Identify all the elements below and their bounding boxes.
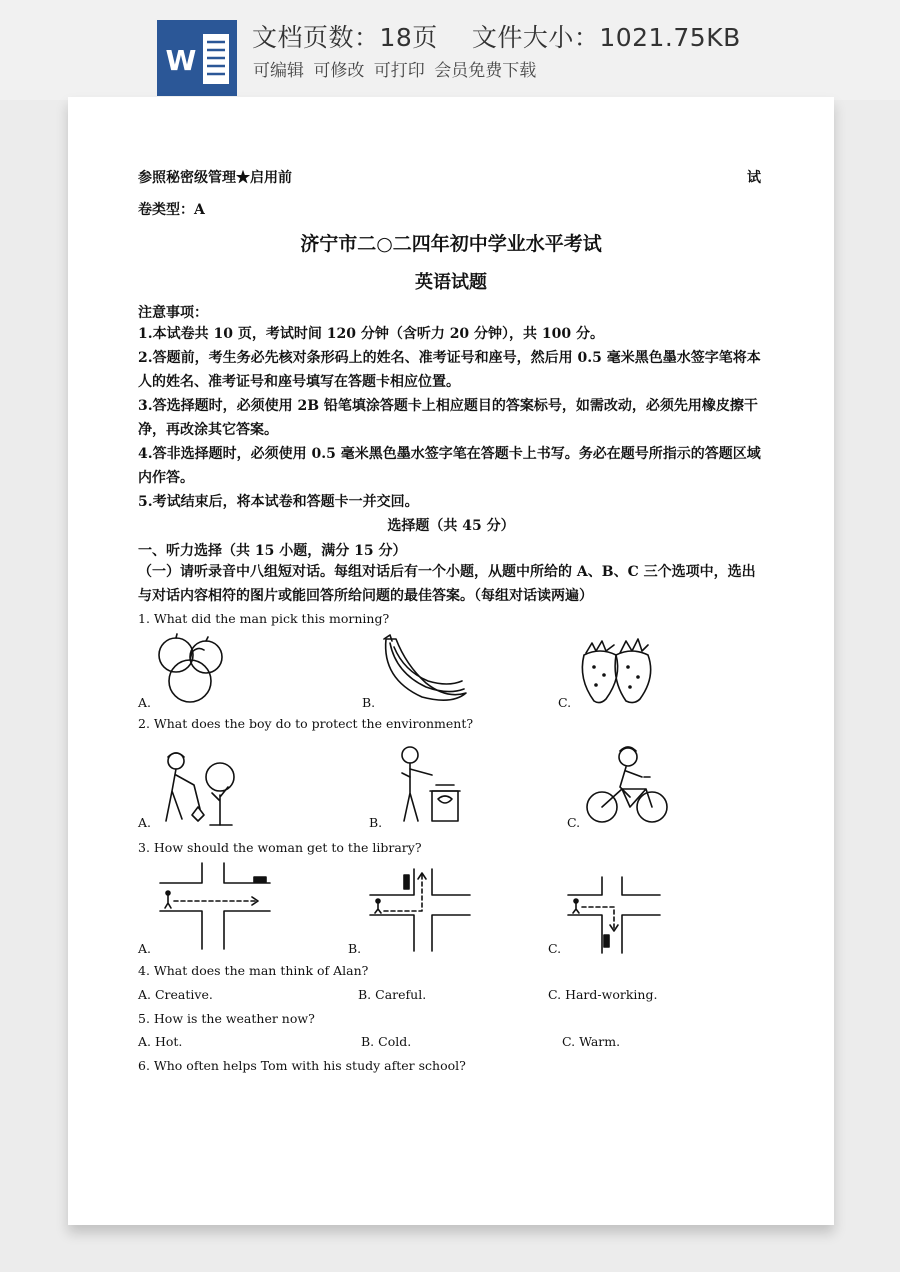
- word-document-icon: [157, 20, 237, 96]
- corner-char: 试: [747, 170, 761, 186]
- file-size: 文件大小：1021.75KB: [471, 23, 741, 52]
- strawberries-icon: [576, 635, 656, 707]
- boy-planting-tree-icon: [154, 747, 244, 827]
- q1-option-c: C.: [558, 695, 572, 710]
- route-map-a-icon: [156, 863, 274, 951]
- notice-1: 1.本试卷共 10 页，考试时间 120 分钟（含听力 20 分钟），共 100 分。: [138, 326, 605, 342]
- question-1: 1. What did the man pick this morning?: [138, 611, 390, 626]
- q1-option-b: B.: [362, 695, 376, 710]
- q5-option-c: C. Warm.: [562, 1034, 621, 1049]
- part1-intro: （一）请听录音中八组短对话。每组对话后有一个小题，从题中所给的 A、B、C 三个选项中，选出与对话内容相符的图片或能回答所给问题的最佳答案。（每组对话读两遍）: [138, 564, 756, 604]
- q5-option-a: A. Hot.: [138, 1034, 183, 1049]
- question-4: 4. What does the man think of Alan?: [138, 963, 369, 978]
- document-page: [68, 97, 834, 1225]
- q5-option-b: B. Cold.: [361, 1034, 412, 1049]
- boy-riding-bike-icon: [586, 743, 670, 827]
- route-map-c-icon: [566, 875, 662, 955]
- q4-option-a: A. Creative.: [138, 987, 213, 1002]
- notice-heading: 注意事项：: [138, 305, 208, 321]
- q3-option-b: B.: [348, 941, 362, 956]
- question-2: 2. What does the boy do to protect the environment?: [138, 716, 474, 731]
- feature-list: 可编辑 可修改 可打印 会员免费下载: [253, 61, 537, 81]
- q4-option-b: B. Careful.: [358, 987, 427, 1002]
- notice-5: 5.考试结束后，将本试卷和答题卡一并交回。: [138, 494, 419, 510]
- q2-option-c: C.: [567, 815, 581, 830]
- q3-option-c: C.: [548, 941, 562, 956]
- paper-type: 卷类型：A: [138, 202, 205, 218]
- page-count: 文档页数：18页: [252, 23, 438, 52]
- q1-option-a: A.: [138, 695, 152, 710]
- question-3: 3. How should the woman get to the library?: [138, 840, 422, 855]
- q4-option-c: C. Hard-working.: [548, 987, 658, 1002]
- q2-option-b: B.: [369, 815, 383, 830]
- notice-2: 2.答题前，考生务必先核对条形码上的姓名、准考证号和座号，然后用 0.5 毫米黑色墨水签字笔将本人的姓名、准考证号和座号填写在答题卡相应位置。: [138, 350, 761, 390]
- route-map-b-icon: [368, 867, 472, 953]
- secrecy-label: 参照秘密级管理★启用前: [138, 170, 292, 186]
- part1-heading: 一、听力选择（共 15 小题，满分 15 分）: [138, 543, 407, 559]
- exam-title: 济宁市二○二四年初中学业水平考试: [300, 233, 602, 255]
- apples-icon: [156, 633, 228, 705]
- section-title: 选择题（共 45 分）: [387, 518, 515, 534]
- file-info: [252, 18, 741, 54]
- download-banner: [0, 0, 900, 100]
- exam-subtitle: 英语试题: [415, 272, 487, 293]
- question-5: 5. How is the weather now?: [138, 1011, 315, 1026]
- notice-4: 4.答非选择题时，必须使用 0.5 毫米黑色墨水签字笔在答题卡上书写。务必在题号所指示的答题区域内作答。: [138, 446, 761, 486]
- notice-3: 3.答选择题时，必须使用 2B 铅笔填涂答题卡上相应题目的答案标号，如需改动，必须先用橡皮擦干净，再改涂其它答案。: [138, 398, 758, 438]
- question-6: 6. Who often helps Tom with his study after school?: [138, 1058, 466, 1073]
- q2-option-a: A.: [138, 815, 152, 830]
- q3-option-a: A.: [138, 941, 152, 956]
- bananas-icon: [378, 633, 468, 705]
- boy-throwing-rubbish-icon: [388, 743, 468, 825]
- logo-letter: W: [165, 44, 197, 77]
